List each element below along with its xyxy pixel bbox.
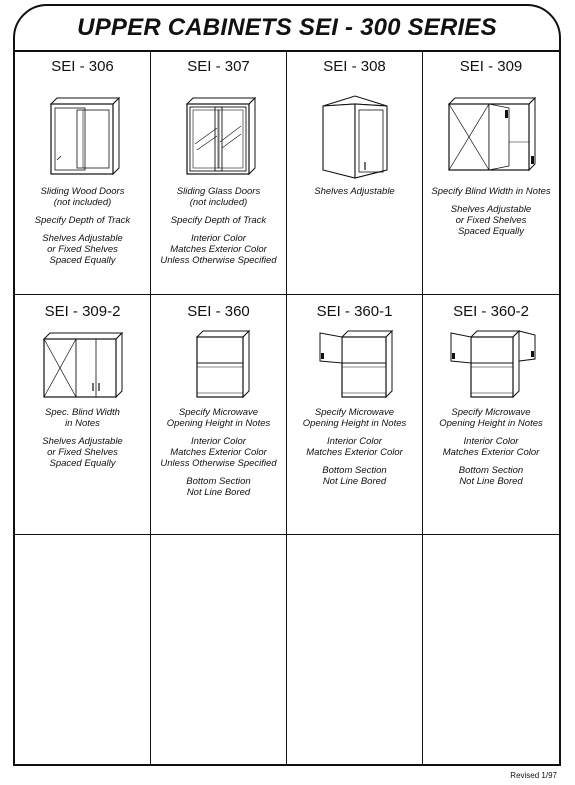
cabinet-cell-sei-306 xyxy=(15,50,151,295)
revision-note: Revised 1/97 xyxy=(510,771,557,780)
cabinet-note: Interior Color Matches Exterior Color xyxy=(442,436,540,458)
blind-corner-cabinet-2-icon xyxy=(38,327,128,403)
cabinet-cell-sei-307 xyxy=(151,50,287,295)
empty-cell xyxy=(287,535,423,764)
cabinet-note: Sliding Glass Doors (not included) xyxy=(176,186,261,208)
cabinet-cell-sei-309-2 xyxy=(15,295,151,535)
empty-cell xyxy=(151,535,287,764)
cabinet-note: Specify Microwave Opening Height in Notes xyxy=(302,407,407,429)
cabinet-cell-sei-309 xyxy=(423,50,559,295)
cabinet-cell-sei-308 xyxy=(287,50,423,295)
cabinet-cell-sei-360 xyxy=(151,295,287,535)
blind-corner-cabinet-icon xyxy=(443,82,539,182)
cabinet-code: SEI - 308 xyxy=(323,58,386,75)
sliding-wood-door-cabinet-icon xyxy=(43,82,123,182)
cabinet-note: Interior Color Matches Exterior Color Unless Otherwise Specified xyxy=(160,233,277,266)
cabinet-note: Specify Microwave Opening Height in Notes xyxy=(166,407,271,429)
cabinet-note: Bottom Section Not Line Bored xyxy=(186,476,251,498)
page-title: UPPER CABINETS SEI - 300 SERIES xyxy=(15,6,559,52)
cabinet-code: SEI - 307 xyxy=(187,58,250,75)
cabinet-note: Bottom Section Not Line Bored xyxy=(322,465,387,487)
cabinet-note: Specify Depth of Track xyxy=(34,215,131,226)
corner-cabinet-icon xyxy=(315,82,395,182)
cabinet-grid xyxy=(15,50,559,764)
sliding-glass-door-cabinet-icon xyxy=(179,82,259,182)
cabinet-note: Shelves Adjustable xyxy=(314,186,395,197)
cabinet-note: Shelves Adjustable or Fixed Shelves Spaced Equally xyxy=(450,204,532,237)
cabinet-note: Shelves Adjustable or Fixed Shelves Spaced Equally xyxy=(42,233,123,266)
empty-cell xyxy=(423,535,559,764)
cabinet-note: Specify Microwave Opening Height in Notes xyxy=(439,407,543,429)
cabinet-note: Specify Depth of Track xyxy=(170,215,267,226)
cabinet-note: Specify Blind Width in Notes xyxy=(431,186,551,197)
microwave-cabinet-single-door-icon xyxy=(310,327,400,403)
microwave-cabinet-double-door-icon xyxy=(441,327,541,403)
cabinet-code: SEI - 309 xyxy=(459,58,523,75)
cabinet-cell-sei-360-1 xyxy=(287,295,423,535)
cabinet-code: SEI - 306 xyxy=(51,58,114,75)
cabinet-note: Interior Color Matches Exterior Color xyxy=(306,436,403,458)
cabinet-code: SEI - 360 xyxy=(187,303,250,320)
cabinet-cell-sei-360-2 xyxy=(423,295,559,535)
empty-cell xyxy=(15,535,151,764)
cabinet-code: SEI - 360-2 xyxy=(453,303,529,320)
cabinet-code: SEI - 309-2 xyxy=(44,303,121,320)
cabinet-note: Bottom Section Not Line Bored xyxy=(458,465,524,487)
microwave-cabinet-icon xyxy=(179,327,259,403)
cabinet-note: Spec. Blind Width in Notes xyxy=(45,407,120,429)
catalog-sheet xyxy=(13,4,561,766)
cabinet-code: SEI - 360-1 xyxy=(316,303,393,320)
cabinet-note: Interior Color Matches Exterior Color Unless Otherwise Specified xyxy=(160,436,277,469)
cabinet-note: Shelves Adjustable or Fixed Shelves Spaced Equally xyxy=(42,436,123,469)
cabinet-note: Sliding Wood Doors (not included) xyxy=(40,186,125,208)
